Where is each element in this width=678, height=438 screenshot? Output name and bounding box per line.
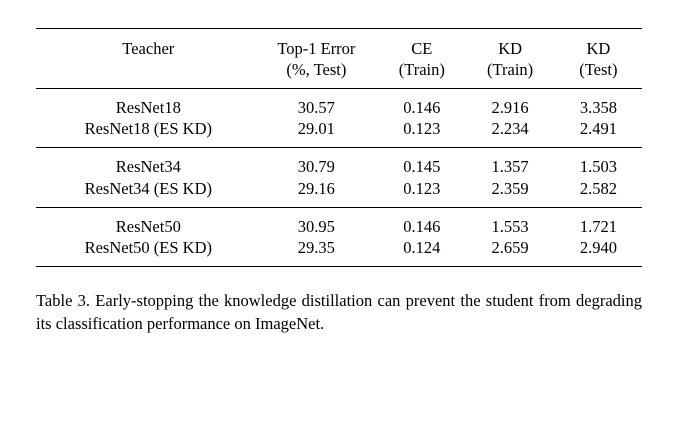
cell-kd-train: 2.234 (491, 119, 529, 139)
cell-kd-train: 2.359 (491, 178, 529, 198)
header-teacher-line1: Teacher (36, 29, 255, 60)
caption-text: Early-stopping the knowledge distillation can prevent the student from degrading its classification performance on ImageNet. (36, 290, 642, 334)
header-top1-line1: Top-1 Error (255, 29, 379, 60)
cell-top1: 30.79 (255, 148, 379, 178)
header-ce-line1: CE (378, 29, 465, 60)
header-kd-train-line2: (Train) (487, 60, 534, 80)
table-row (36, 118, 642, 148)
cell-ce: 0.145 (378, 148, 465, 178)
cell-kd-train: 2.916 (465, 89, 554, 119)
results-table (36, 28, 642, 267)
cell-top1: 30.95 (255, 207, 379, 237)
cell-top1: 29.01 (297, 119, 335, 139)
header-kd-train-line1: KD (465, 29, 554, 60)
cell-ce: 0.146 (378, 89, 465, 119)
cell-kd-test: 1.503 (555, 148, 642, 178)
table-caption (36, 289, 642, 336)
header-teacher-line2 (36, 59, 255, 89)
cell-teacher: ResNet34 (ES KD) (84, 178, 212, 198)
cell-kd-test: 1.721 (555, 207, 642, 237)
cell-kd-test: 2.491 (579, 119, 617, 139)
table-body (36, 89, 642, 267)
table-row (36, 89, 642, 119)
cell-kd-test: 2.940 (555, 237, 642, 267)
table-header (36, 29, 642, 89)
cell-teacher: ResNet50 (ES KD) (36, 237, 255, 267)
header-kd-test-line1: KD (555, 29, 642, 60)
cell-teacher: ResNet18 (36, 89, 255, 119)
table-row (36, 237, 642, 267)
table-row (36, 178, 642, 208)
header-top1-line2: (%, Test) (286, 60, 347, 80)
cell-top1: 30.57 (255, 89, 379, 119)
header-row-line1 (36, 29, 642, 60)
header-row-line2 (36, 59, 642, 89)
cell-kd-train: 1.553 (465, 207, 554, 237)
cell-kd-test: 2.582 (579, 178, 617, 198)
cell-ce: 0.146 (378, 207, 465, 237)
header-ce-line2: (Train) (398, 60, 445, 80)
table-row (36, 148, 642, 178)
header-kd-test-line2: (Test) (579, 60, 618, 80)
cell-kd-train: 1.357 (465, 148, 554, 178)
caption-label: Table 3. (36, 290, 91, 310)
cell-ce: 0.123 (403, 178, 441, 198)
cell-ce: 0.124 (378, 237, 465, 267)
cell-kd-train: 2.659 (465, 237, 554, 267)
cell-teacher: ResNet34 (36, 148, 255, 178)
table-row (36, 207, 642, 237)
cell-teacher: ResNet50 (36, 207, 255, 237)
cell-kd-test: 3.358 (555, 89, 642, 119)
cell-top1: 29.16 (297, 178, 335, 198)
cell-teacher: ResNet18 (ES KD) (84, 119, 212, 139)
cell-ce: 0.123 (403, 119, 441, 139)
cell-top1: 29.35 (255, 237, 379, 267)
